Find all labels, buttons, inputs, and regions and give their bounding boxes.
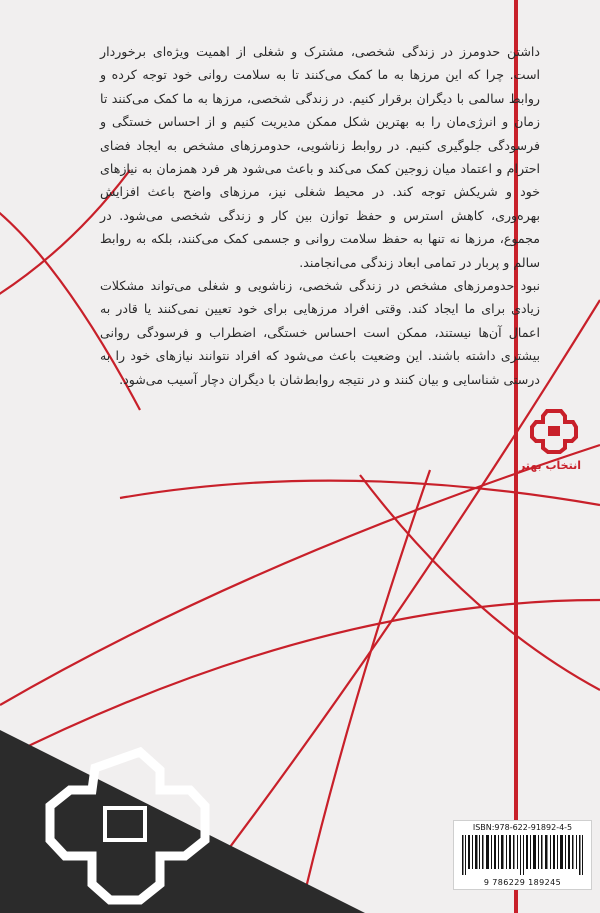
red-line-arc-mid	[360, 475, 600, 690]
red-line-diag-3	[0, 600, 600, 760]
barcode-digits: 9 786229 189245	[483, 878, 562, 887]
publisher-name: انتخاب بهتر	[518, 459, 581, 472]
back-cover-blurb	[100, 40, 540, 391]
red-line-diag-2	[0, 445, 600, 705]
barcode-bars	[462, 835, 583, 875]
red-line-arc-top	[120, 481, 600, 505]
blurb-paragraph-1: داشتن حدومرز در زندگی شخصی، مشترک و شغلی از اهمیت ویژه‌ای برخوردار است. چرا که این مرزها به ما کمک می‌کنند تا به سلامت روانی خود توجه کرده و روابط سالمی با دیگران برقرار کنیم. در زندگی شخصی، مرزها به ما کمک می‌کنند تا زمان و انرژی‌مان را به بهترین شکل ممکن مدیریت کنیم و از احساس خستگی و فرسودگی جلوگیری کنیم. در روابط زناشویی، حدومرزهای مشخص به ایجاد فضای احترام و اعتماد میان زوجین کمک می‌کند و باعث می‌شود هر فرد همزمان به نیازهای خود و شریکش توجه کند. در محیط شغلی نیز، مرزهای واضح باعث افزایش بهره‌وری، کاهش استرس و حفظ توازن بین کار و زندگی شخصی می‌شود. در مجموع، مرزها نه تنها به حفظ سلامت روانی و جسمی کمک می‌کنند، بلکه به روابط سالم و پربار در تمامی ابعاد زندگی می‌انجامند.	[100, 44, 540, 270]
blurb-paragraph-2: نبود حدومرزهای مشخص در زندگی شخصی، زناشویی و شغلی می‌تواند مشکلات زیادی برای ما ایجاد کند. وقتی افراد مرزهایی برای خود تعیین نمی‌کنند یا قادر به اعمال آن‌ها نیستند، ممکن است احساس خستگی، اضطراب و فرسودگی روانی بیشتری داشته باشند. این وضعیت باعث می‌شود که افراد نتوانند نیازهای خود را به درستی شناسایی و بیان کنند و در نتیجه روابط‌شان با دیگران دچار آسیب می‌شود.	[100, 278, 540, 387]
isbn-number: ISBN:978-622-91892-4-5	[472, 823, 573, 832]
publisher-logo	[518, 407, 581, 472]
publisher-plus-icon	[529, 407, 579, 455]
isbn-barcode	[453, 820, 592, 890]
dark-corner-triangle	[0, 730, 365, 913]
